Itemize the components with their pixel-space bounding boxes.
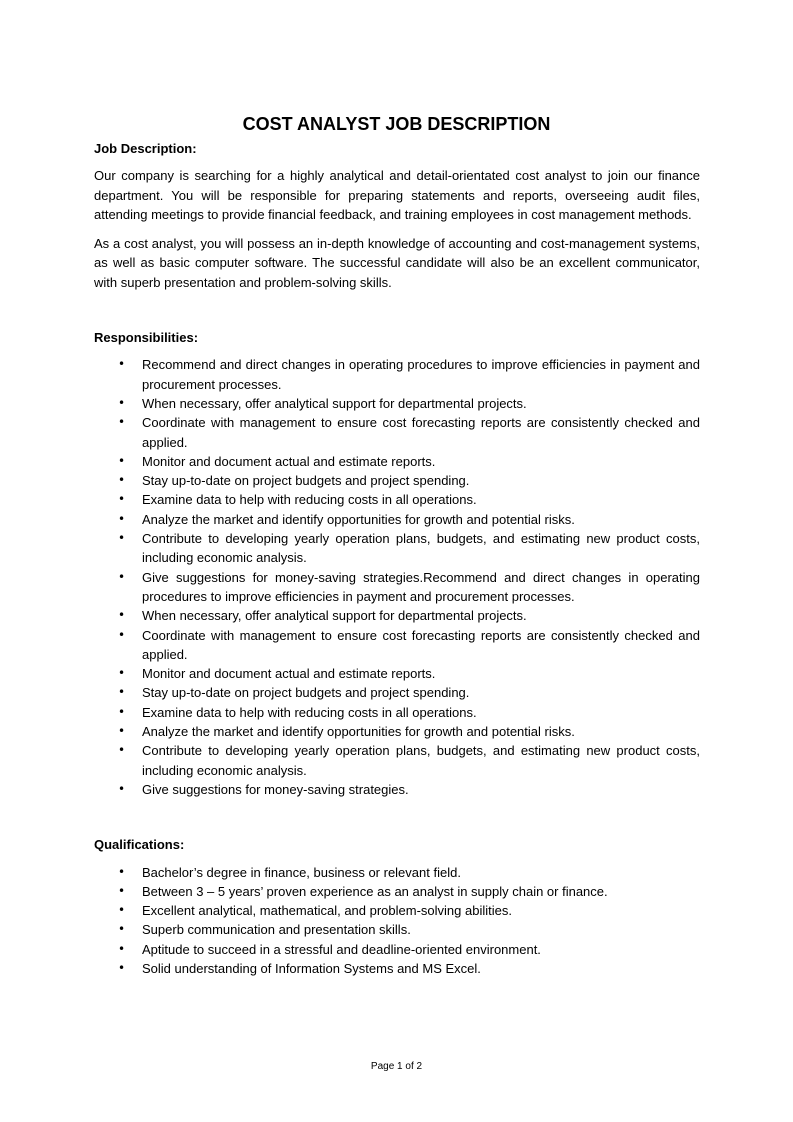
page-title: COST ANALYST JOB DESCRIPTION <box>242 114 551 134</box>
document-body <box>94 139 700 978</box>
list-item: • Bachelor’s degree in finance, business or relevant field. <box>94 863 700 882</box>
list-item: • Superb communication and presentation skills. <box>94 920 700 939</box>
responsibilities-list <box>94 355 700 799</box>
list-item: • Contribute to developing yearly operation plans, budgets, and estimating new product costs, including economic analysis. <box>94 529 700 568</box>
list-item: • Examine data to help with reducing costs in all operations. <box>94 703 700 722</box>
list-item: • Recommend and direct changes in operating procedures to improve efficiencies in payment and procurement processes. <box>94 355 700 394</box>
list-item: • When necessary, offer analytical support for departmental projects. <box>94 606 700 625</box>
list-item: • Monitor and document actual and estimate reports. <box>94 664 700 683</box>
qualifications-list <box>94 863 700 979</box>
list-item: • Solid understanding of Information Systems and MS Excel. <box>94 959 700 978</box>
list-item: • Between 3 – 5 years’ proven experience as an analyst in supply chain or finance. <box>94 882 700 901</box>
list-item: • Coordinate with management to ensure cost forecasting reports are consistently checked and applied. <box>94 413 700 452</box>
list-item: • When necessary, offer analytical support for departmental projects. <box>94 394 700 413</box>
job-description-heading: Job Description: <box>94 141 197 156</box>
qualifications-heading: Qualifications: <box>94 837 185 853</box>
list-item: • Analyze the market and identify opportunities for growth and potential risks. <box>94 510 700 529</box>
list-item: • Contribute to developing yearly operation plans, budgets, and estimating new product costs, including economic analysis. <box>94 741 700 780</box>
list-item: • Stay up-to-date on project budgets and project spending. <box>94 683 700 702</box>
job-description-paragraph: As a cost analyst, you will possess an in-depth knowledge of accounting and cost-management systems, as well as basic computer software. The successful candidate will also be an excellent communicator, with superb presentation and problem-solving skills. <box>94 236 700 290</box>
list-item: • Coordinate with management to ensure cost forecasting reports are consistently checked and applied. <box>94 626 700 665</box>
list-item: • Aptitude to succeed in a stressful and deadline-oriented environment. <box>94 940 700 959</box>
list-item: • Monitor and document actual and estimate reports. <box>94 452 700 471</box>
list-item: • Give suggestions for money-saving strategies.Recommend and direct changes in operating procedures to improve efficiencies in payment and procurement processes. <box>94 568 700 607</box>
list-item: • Excellent analytical, mathematical, and problem-solving abilities. <box>94 901 700 920</box>
list-item: • Examine data to help with reducing costs in all operations. <box>94 490 700 509</box>
page-number: Page 1 of 2 <box>370 1061 423 1072</box>
job-description-paragraph: Our company is searching for a highly analytical and detail-orientated cost analyst to join our finance department. You will be responsible for preparing statements and reports, overseeing audit files, attending meetings to provide financial feedback, and training employees in cost management methods. <box>94 168 700 222</box>
list-item: • Give suggestions for money-saving strategies. <box>94 780 700 799</box>
list-item: • Stay up-to-date on project budgets and project spending. <box>94 471 700 490</box>
list-item: • Analyze the market and identify opportunities for growth and potential risks. <box>94 722 700 741</box>
responsibilities-heading: Responsibilities: <box>94 330 199 346</box>
